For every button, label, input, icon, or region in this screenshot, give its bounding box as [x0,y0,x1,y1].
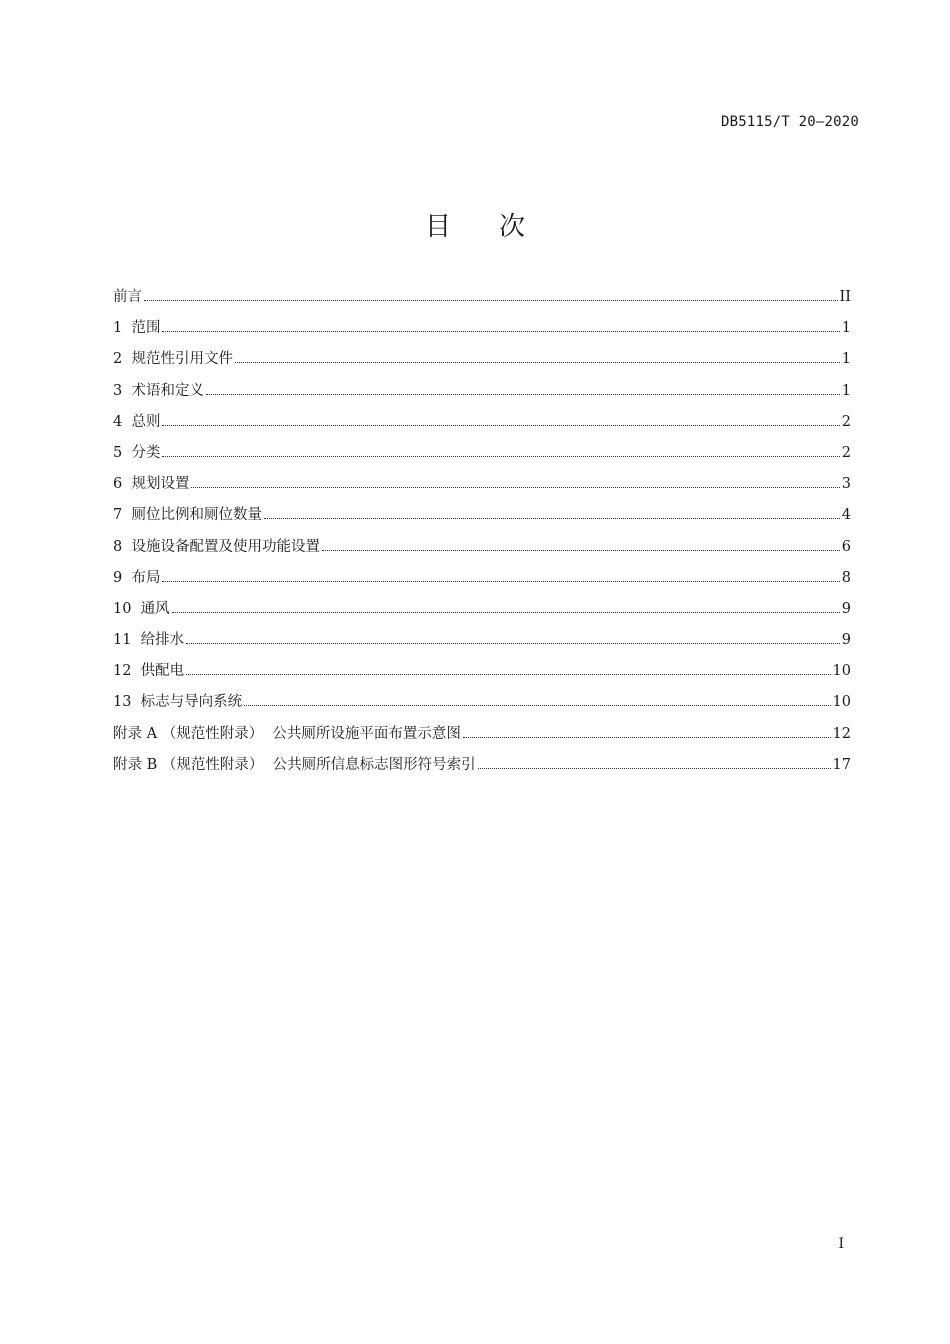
toc-entry-8[interactable] [113,535,851,566]
toc-entry-appendix-a[interactable] [113,722,851,753]
toc-entry-9[interactable] [113,566,851,597]
toc-title-char-2: 次 [499,212,526,242]
toc-entry-6[interactable] [113,472,851,503]
toc-leader-dots [186,673,830,675]
toc-entry-page: 4 [841,507,851,524]
toc-entry-label: 附录 B （规范性附录） 公共厕所信息标志图形符号索引 [113,756,476,773]
toc-entry-label: 11 给排水 [113,632,185,649]
toc-leader-dots [172,611,840,613]
toc-leader-dots [322,549,840,551]
toc-entry-label: 10 通风 [113,600,170,617]
toc-entry-page: 17 [832,756,851,773]
toc-leader-dots [235,361,840,363]
toc-entry-label: 8 设施设备配置及使用功能设置 [113,538,320,555]
toc-entry-page: 3 [841,476,851,493]
toc-title [0,206,950,243]
toc-leader-dots [478,767,831,769]
toc-entry-7[interactable] [113,503,851,534]
toc-entry-11[interactable] [113,628,851,659]
toc-entry-page: 9 [841,600,851,617]
toc-leader-dots [144,299,838,301]
toc-entry-10[interactable] [113,597,851,628]
toc-entry-page: 10 [832,663,851,680]
toc-entry-page: 9 [841,632,851,649]
toc-entry-page: II [839,289,851,305]
toc-title-char-1: 目 [424,212,451,242]
toc-leader-dots [463,736,831,738]
toc-entry-appendix-b[interactable] [113,753,851,784]
toc-entry-12[interactable] [113,659,851,690]
toc-entry-label: 12 供配电 [113,663,185,680]
toc-entry-label: 1 范围 [113,320,161,337]
toc-leader-dots [162,424,839,426]
toc-leader-dots [206,393,840,395]
toc-entry-label: 9 布局 [113,569,161,586]
toc-entry-page: 1 [841,382,851,399]
toc-leader-dots [264,517,840,519]
toc-entry-5[interactable] [113,441,851,472]
toc-entry-label: 2 规范性引用文件 [113,351,233,368]
toc-entry-page: 1 [841,320,851,337]
toc-entry-label: 5 分类 [113,444,161,461]
toc-entry-page: 12 [832,725,851,742]
toc-entry-page: 1 [841,351,851,368]
toc-entry-foreword[interactable] [113,285,851,316]
toc-entry-label: 4 总则 [113,413,161,430]
toc-entry-page: 2 [841,413,851,430]
table-of-contents [113,285,851,784]
page-number: I [838,1236,844,1252]
toc-entry-label: 13 标志与导向系统 [113,694,243,711]
toc-entry-4[interactable] [113,410,851,441]
toc-entry-page: 10 [832,694,851,711]
toc-entry-3[interactable] [113,379,851,410]
toc-leader-dots [191,486,839,488]
toc-entry-1[interactable] [113,316,851,347]
toc-entry-2[interactable] [113,347,851,378]
toc-entry-label: 7 厕位比例和厕位数量 [113,507,262,524]
toc-entry-label: 前言 [113,289,142,305]
toc-entry-page: 6 [841,538,851,555]
toc-entry-page: 2 [841,444,851,461]
toc-entry-label: 附录 A （规范性附录） 公共厕所设施平面布置示意图 [113,725,461,742]
toc-entry-page: 8 [841,569,851,586]
toc-entry-13[interactable] [113,690,851,721]
toc-entry-label: 6 规划设置 [113,476,190,493]
toc-leader-dots [162,580,839,582]
toc-entry-label: 3 术语和定义 [113,382,204,399]
toc-leader-dots [244,704,830,706]
toc-leader-dots [162,330,839,332]
document-code: DB5115/T 20—2020 [720,114,859,130]
toc-leader-dots [162,455,839,457]
toc-leader-dots [186,642,840,644]
